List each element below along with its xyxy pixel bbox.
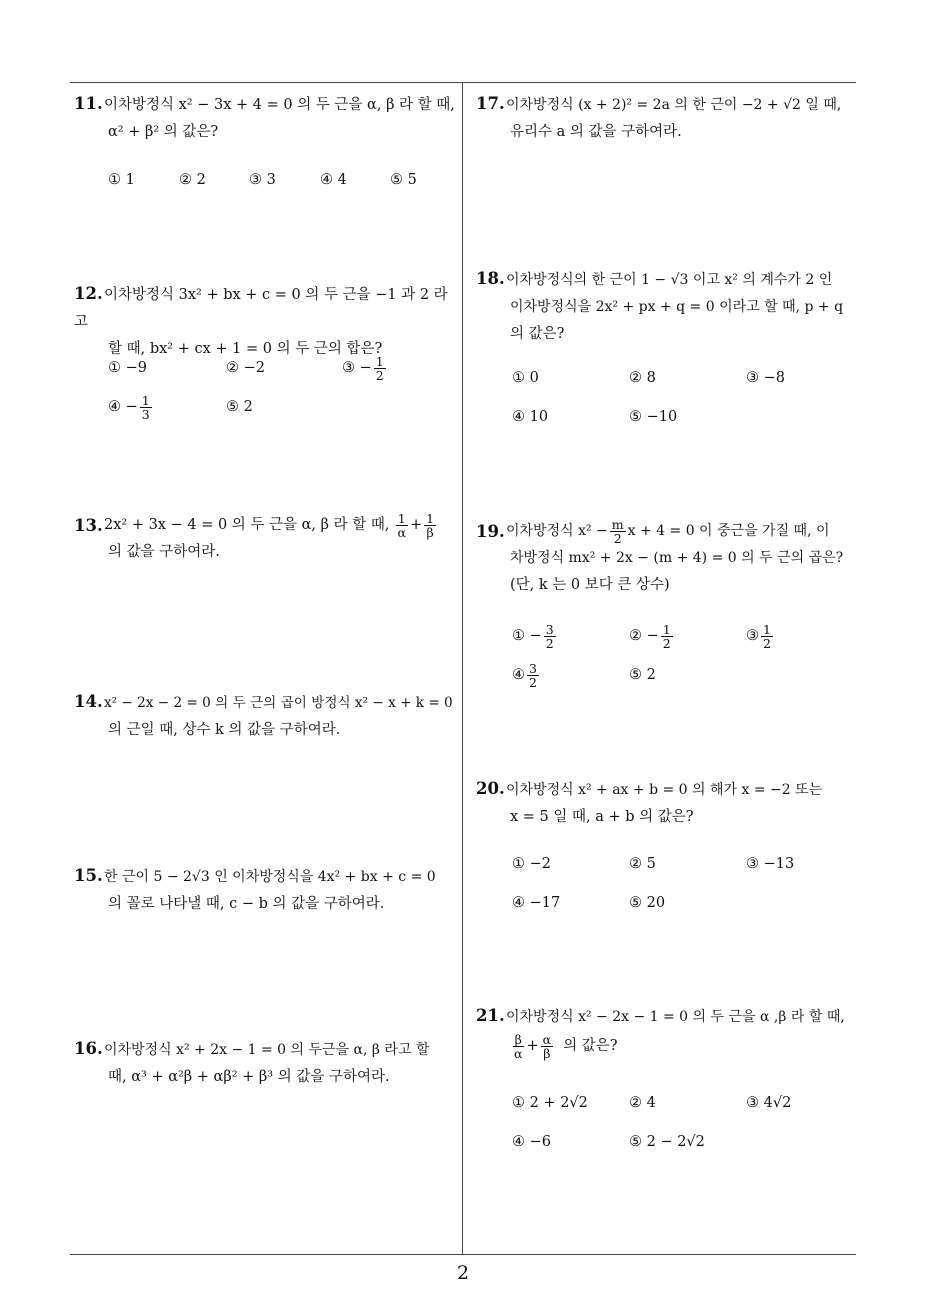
choice-3[interactable]: ③ −13 xyxy=(746,856,795,872)
question-15 xyxy=(74,862,459,918)
question-19 xyxy=(476,518,861,599)
choice-3[interactable]: ③ 4√2 xyxy=(746,1095,792,1111)
choice-4[interactable]: ④ 10 xyxy=(512,409,549,425)
fraction xyxy=(424,512,436,539)
plus-sign: + xyxy=(409,517,423,533)
question-text: 의 값은? xyxy=(563,1038,618,1054)
choice-4[interactable]: ④ −6 xyxy=(512,1134,551,1150)
choice-1[interactable]: ① −9 xyxy=(108,360,147,376)
choice-5[interactable]: ⑤ 2 − 2√2 xyxy=(629,1134,705,1150)
question-text: 이차방정식 x² + 2x − 1 = 0 의 두근을 α, β 라고 할 xyxy=(104,1042,430,1058)
choice-5[interactable]: ⑤ 5 xyxy=(390,172,417,188)
numerator: 1 xyxy=(397,511,406,526)
choice-3[interactable] xyxy=(746,621,775,651)
denominator: α xyxy=(514,1046,523,1061)
question-text: 의 값을 구하여라. xyxy=(108,544,220,560)
numerator: 1 xyxy=(375,353,384,369)
question-21 xyxy=(476,1002,861,1060)
choice-2[interactable]: ② 2 xyxy=(179,172,206,188)
question-text: 할 때, bx² + cx + 1 = 0 의 두 근의 합은? xyxy=(108,341,383,357)
choice-4[interactable]: ④ 4 xyxy=(320,172,347,188)
choice-2[interactable]: ② 8 xyxy=(629,370,656,386)
question-text: 이차방정식 3x² + bx + c = 0 의 두 근을 −1 과 2 라고 xyxy=(74,287,448,330)
fraction xyxy=(512,1033,524,1060)
choice-5[interactable]: ⑤ −10 xyxy=(629,409,678,425)
question-text: (단, k 는 0 보다 큰 상수) xyxy=(510,577,670,593)
choice-label: ③ − xyxy=(342,360,372,376)
denominator: 2 xyxy=(662,635,671,651)
fraction xyxy=(541,1033,553,1060)
fraction xyxy=(610,518,626,545)
denominator: 2 xyxy=(545,635,554,651)
choice-3[interactable]: ③ 3 xyxy=(249,172,276,188)
denominator: 3 xyxy=(141,406,150,422)
fraction xyxy=(396,512,408,539)
question-text: 이차방정식 x² − 2x − 1 = 0 의 두 근을 α ,β 라 할 때, xyxy=(506,1009,845,1025)
question-11 xyxy=(74,90,459,146)
numerator: 1 xyxy=(426,511,435,526)
choice-4[interactable] xyxy=(512,660,541,690)
numerator: m xyxy=(611,517,624,532)
numerator: α xyxy=(542,1032,552,1047)
choice-1[interactable]: ① 1 xyxy=(108,172,135,188)
choice-3[interactable] xyxy=(342,353,388,383)
question-12 xyxy=(74,280,459,363)
page-number: 2 xyxy=(456,1262,470,1284)
question-text: 이차방정식의 한 근이 1 − √3 이고 x² 의 계수가 2 인 xyxy=(506,272,833,288)
denominator: 2 xyxy=(375,367,384,383)
question-number: 20. xyxy=(476,779,505,798)
question-number: 13. xyxy=(74,516,103,535)
choice-label: ② − xyxy=(629,628,659,644)
denominator: 2 xyxy=(763,635,771,651)
denominator: α xyxy=(397,525,406,540)
question-number: 12. xyxy=(74,284,103,303)
choice-3[interactable]: ③ −8 xyxy=(746,370,785,386)
denominator: β xyxy=(543,1046,551,1061)
fraction xyxy=(140,394,152,421)
choice-2[interactable]: ② −2 xyxy=(226,360,265,376)
question-number: 19. xyxy=(476,522,505,541)
plus-sign: + xyxy=(526,1038,539,1054)
choice-5[interactable]: ⑤ 2 xyxy=(226,399,253,415)
question-number: 18. xyxy=(476,269,505,288)
choice-5[interactable]: ⑤ 2 xyxy=(629,667,656,683)
choice-5[interactable]: ⑤ 20 xyxy=(629,895,666,911)
question-14 xyxy=(74,688,459,744)
choice-label: ③ xyxy=(746,628,759,644)
fraction xyxy=(527,662,539,689)
question-text: x = 5 일 때, a + b 의 값은? xyxy=(510,809,694,825)
choice-label: ④ − xyxy=(108,399,138,415)
question-text: 이차방정식 (x + 2)² = 2a 의 한 근이 −2 + √2 일 때, xyxy=(506,97,842,113)
denominator: β xyxy=(426,525,434,540)
numerator: 1 xyxy=(662,621,671,637)
question-text: 의 꼴로 나타낼 때, c − b 의 값을 구하여라. xyxy=(108,896,385,912)
question-17 xyxy=(476,90,861,146)
choice-label: ④ xyxy=(512,667,525,683)
numerator: 1 xyxy=(763,621,771,637)
question-text: 이차방정식 x² + ax + b = 0 의 해가 x = −2 또는 xyxy=(506,782,823,798)
question-text: 차방정식 mx² + 2x − (m + 4) = 0 의 두 근의 곱은? xyxy=(510,550,844,566)
question-number: 15. xyxy=(74,866,103,885)
choice-2[interactable]: ② 5 xyxy=(629,856,656,872)
question-text: 의 근일 때, 상수 k 의 값을 구하여라. xyxy=(108,722,341,738)
choice-label: ① − xyxy=(512,628,542,644)
fraction xyxy=(374,355,386,382)
question-text: 이차방정식 x² − xyxy=(506,523,608,539)
question-text: 2x² + 3x − 4 = 0 의 두 근을 α, β 라 할 때, xyxy=(104,517,390,533)
column-divider xyxy=(462,82,463,1255)
top-rule xyxy=(70,82,856,83)
question-text: 이차방정식 x² − 3x + 4 = 0 의 두 근을 α, β 라 할 때, xyxy=(104,97,455,113)
fraction xyxy=(661,623,673,650)
numerator: 3 xyxy=(529,660,537,676)
numerator: β xyxy=(514,1032,522,1047)
choice-1[interactable] xyxy=(512,621,558,651)
question-18 xyxy=(476,265,861,348)
question-text: x² − 2x − 2 = 0 의 두 근의 곱이 방정식 x² − x + k = 0 xyxy=(104,695,453,711)
numerator: 3 xyxy=(545,621,554,637)
question-20 xyxy=(476,775,861,831)
question-number: 21. xyxy=(476,1006,505,1025)
denominator: 2 xyxy=(529,674,537,690)
choice-1[interactable]: ① 2 + 2√2 xyxy=(512,1095,588,1111)
question-text: x + 4 = 0 이 중근을 가질 때, 이 xyxy=(627,523,830,539)
bottom-rule xyxy=(70,1254,856,1255)
choice-4[interactable]: ④ −17 xyxy=(512,895,561,911)
choice-4[interactable] xyxy=(108,392,154,422)
question-number: 17. xyxy=(476,94,505,113)
question-16 xyxy=(74,1035,459,1091)
numerator: 1 xyxy=(141,392,150,408)
question-13 xyxy=(74,512,459,566)
choice-2[interactable]: ② 4 xyxy=(629,1095,656,1111)
choice-1[interactable]: ① 0 xyxy=(512,370,539,386)
denominator: 2 xyxy=(613,531,622,546)
question-text: 의 값은? xyxy=(510,326,565,342)
question-text: 한 근이 5 − 2√3 인 이차방정식을 4x² + bx + c = 0 xyxy=(104,869,436,885)
choice-1[interactable]: ① −2 xyxy=(512,856,551,872)
question-number: 11. xyxy=(74,94,103,113)
question-number: 14. xyxy=(74,692,103,711)
fraction xyxy=(544,623,556,650)
question-number: 16. xyxy=(74,1039,103,1058)
question-text: α² + β² 의 값은? xyxy=(108,124,219,140)
question-text: 때, α³ + α²β + αβ² + β³ 의 값을 구하여라. xyxy=(108,1069,390,1085)
question-text: 이차방정식을 2x² + px + q = 0 이라고 할 때, p + q xyxy=(510,299,844,315)
choice-2[interactable] xyxy=(629,621,675,651)
fraction xyxy=(761,623,773,650)
question-text: 유리수 a 의 값을 구하여라. xyxy=(510,124,682,140)
